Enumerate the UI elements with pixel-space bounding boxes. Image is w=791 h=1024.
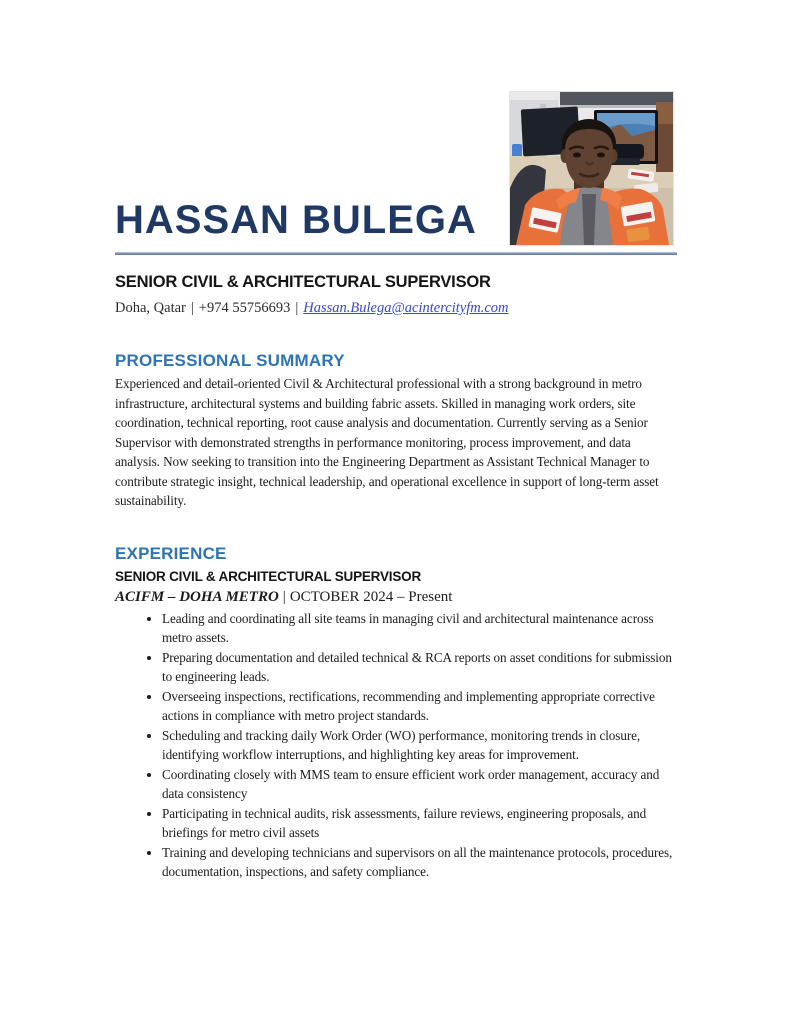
experience-separator: | [282, 588, 286, 605]
summary-heading: PROFESSIONAL SUMMARY [115, 351, 345, 370]
experience-bullet: • Overseeing inspections, rectifications, recommending and implementing appropriate corrective actions in compliance with metro project standards. [162, 687, 677, 726]
experience-dates: OCTOBER 2024 – Present [289, 588, 453, 605]
contact-separator: | [295, 300, 299, 316]
experience-meta [115, 588, 677, 607]
experience-bullet-list [115, 609, 677, 882]
experience-bullet: • Preparing documentation and detailed technical & RCA reports on asset conditions for submission to engineering leads. [162, 648, 677, 687]
experience-company: ACIFM – DOHA METRO [115, 588, 279, 605]
phone-text: +974 55756693 [198, 300, 291, 316]
email-link[interactable]: Hassan.Bulega@acintercityfm.com [303, 300, 509, 316]
page-title: HASSAN BULEGA [115, 198, 477, 242]
contact-separator: | [190, 300, 194, 316]
contact-line [115, 298, 677, 318]
summary-text: Experienced and detail-oriented Civil & Architectural professional with a strong background in metro infrastructure, architectural systems and building fabric assets. Skilled in managing work orders, site coordination, technical reporting, root cause analysis and documentation. Currently serving as a Senior Supervisor with demonstrated strengths in performance monitoring, process improvement, and data analysis. Now seeking to transition into the Engineering Department as Assistant Technical Manager to contribute strategic insight, technical leadership, and operational excellence in support of long-term asset sustainability. [115, 376, 659, 508]
location-text: Doha, Qatar [115, 300, 186, 316]
experience-bullet: • Leading and coordinating all site teams in managing civil and architectural maintenance across metro assets. [162, 609, 677, 648]
experience-bullet: • Coordinating closely with MMS team to ensure efficient work order management, accuracy and data consistency [162, 765, 677, 804]
experience-heading: EXPERIENCE [115, 543, 227, 563]
experience-bullet: • Participating in technical audits, risk assessments, failure reviews, engineering proposals, and briefings for metro civil assets [162, 804, 677, 843]
job-title: SENIOR CIVIL & ARCHITECTURAL SUPERVISOR [115, 273, 491, 291]
experience-role: SENIOR CIVIL & ARCHITECTURAL SUPERVISOR [115, 568, 421, 584]
experience-bullet: • Scheduling and tracking daily Work Order (WO) performance, monitoring trends in closure, identifying workflow interruptions, and highlighting key areas for improvement. [162, 726, 677, 765]
title-divider [115, 252, 677, 255]
experience-bullet: • Training and developing technicians and supervisors on all the maintenance protocols, procedures, documentation, inspections, and safety compliance. [162, 843, 677, 882]
content-column [115, 0, 677, 882]
